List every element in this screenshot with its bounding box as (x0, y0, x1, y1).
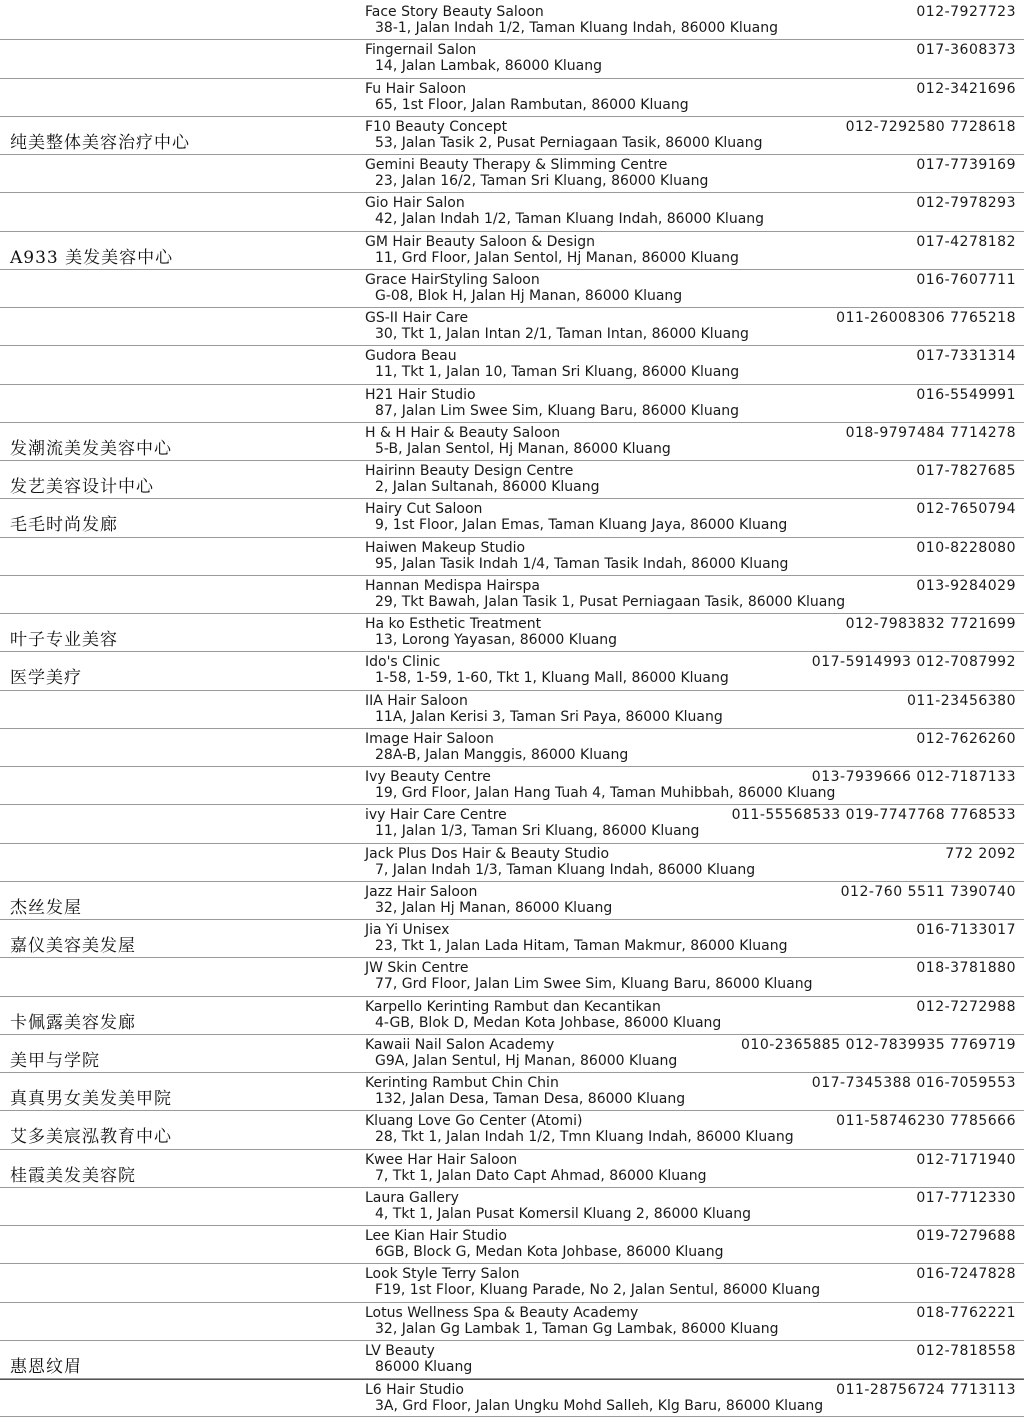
listing-row (0, 193, 1024, 231)
listing-row (0, 1073, 1024, 1111)
business-name: Kawaii Nail Salon Academy (365, 1036, 555, 1053)
phone-number: 012-7650794 (916, 501, 1016, 518)
business-address: 23, Jalan 16/2, Taman Sri Kluang, 86000 Kluang (375, 173, 709, 189)
listing-row (0, 346, 1024, 384)
phone-number: 012-7983832 7721699 (845, 616, 1016, 632)
phone-number: 012-7272988 (916, 998, 1016, 1015)
business-name: H & H Hair & Beauty Saloon (365, 424, 561, 441)
phone-number: 016-5549991 (916, 386, 1016, 403)
business-name: Ha ko Esthetic Treatment (365, 616, 542, 632)
chinese-name: 嘉仪美容美发屋 (10, 936, 136, 956)
business-name: Haiwen Makeup Studio (365, 539, 526, 556)
phone-number: 017-7712330 (916, 1189, 1016, 1206)
business-name: Look Style Terry Salon (365, 1266, 520, 1283)
business-address: 132, Jalan Desa, Taman Desa, 86000 Kluang (375, 1091, 686, 1107)
business-address: G9A, Jalan Sentul, Hj Manan, 86000 Kluang (375, 1052, 678, 1069)
chinese-name: 美甲与学院 (10, 1050, 100, 1071)
business-address: 14, Jalan Lambak, 86000 Kluang (375, 58, 602, 75)
business-address: 28, Tkt 1, Jalan Indah 1/2, Tmn Kluang Indah, 86000 Kluang (375, 1129, 794, 1146)
listing-row (0, 538, 1024, 576)
business-name: Ivy Beauty Centre (365, 769, 491, 785)
business-name: Fu Hair Saloon (365, 80, 467, 97)
phone-number: 018-9797484 7714278 (845, 424, 1016, 441)
business-address: 19, Grd Floor, Jalan Hang Tuah 4, Taman Muhibbah, 86000 Kluang (375, 785, 836, 801)
listing-row (0, 1264, 1024, 1302)
business-address: 7, Tkt 1, Jalan Dato Capt Ahmad, 86000 Kluang (375, 1167, 707, 1184)
phone-number: 772 2092 (945, 845, 1016, 862)
business-name: Hairy Cut Saloon (365, 501, 483, 518)
phone-number: 011-26008306 7765218 (836, 310, 1016, 326)
listing-row (0, 1150, 1024, 1188)
business-address: 87, Jalan Lim Swee Sim, Kluang Baru, 86000 Kluang (375, 402, 740, 419)
listing-row (0, 958, 1024, 996)
business-name: Kerinting Rambut Chin Chin (365, 1075, 559, 1091)
listing-row (0, 691, 1024, 729)
phone-number: 013-9284029 (916, 577, 1016, 594)
phone-number: 017-7739169 (916, 157, 1016, 173)
business-name: Ido's Clinic (365, 654, 441, 671)
business-address: F19, 1st Floor, Kluang Parade, No 2, Jalan Sentul, 86000 Kluang (375, 1282, 821, 1299)
chinese-name: 桂霞美发美容院 (10, 1165, 136, 1186)
business-address: 6GB, Block G, Medan Kota Johbase, 86000 Kluang (375, 1244, 724, 1260)
business-address: 42, Jalan Indah 1/2, Taman Kluang Indah, 86000 Kluang (375, 211, 765, 228)
business-name: LV Beauty (365, 1342, 435, 1359)
business-name: Laura Gallery (365, 1189, 459, 1206)
phone-number: 012-7978293 (916, 195, 1016, 212)
phone-number: 011-28756724 7713113 (836, 1382, 1016, 1398)
business-name: Jack Plus Dos Hair & Beauty Studio (365, 845, 610, 862)
business-address: 9, 1st Floor, Jalan Emas, Taman Kluang Jaya, 86000 Kluang (375, 517, 788, 534)
business-address: G-08, Blok H, Jalan Hj Manan, 86000 Kluang (375, 287, 683, 304)
listing-row (0, 270, 1024, 308)
business-name: Kluang Love Go Center (Atomi) (365, 1113, 583, 1130)
business-address: 13, Lorong Yayasan, 86000 Kluang (375, 632, 618, 648)
chinese-name: 惠恩纹眉 (10, 1356, 82, 1377)
phone-number: 011-23456380 (906, 692, 1016, 709)
chinese-name: 真真男女美发美甲院 (10, 1089, 172, 1109)
listing-row (0, 1226, 1024, 1264)
phone-number: 012-3421696 (916, 80, 1016, 97)
business-address: 30, Tkt 1, Jalan Intan 2/1, Taman Intan, 86000 Kluang (375, 326, 749, 342)
listing-row (0, 1111, 1024, 1149)
listing-row (0, 576, 1024, 614)
chinese-name: 卡佩露美容发廊 (10, 1012, 136, 1033)
business-address: 77, Grd Floor, Jalan Lim Swee Sim, Kluang Baru, 86000 Kluang (375, 976, 813, 993)
chinese-name: 发潮流美发美容中心 (10, 438, 172, 459)
listing-row (0, 40, 1024, 78)
business-address: 11, Tkt 1, Jalan 10, Taman Sri Kluang, 86000 Kluang (375, 364, 740, 381)
business-address: 65, 1st Floor, Jalan Rambutan, 86000 Kluang (375, 96, 689, 113)
listing-row (0, 155, 1024, 193)
listing-row (0, 1035, 1024, 1073)
business-address: 11, Grd Floor, Jalan Sentol, Hj Manan, 86000 Kluang (375, 249, 739, 266)
chinese-name: 医学美疗 (10, 668, 82, 689)
business-name: Gudora Beau (365, 348, 457, 365)
listing-row (0, 614, 1024, 652)
business-name: Fingernail Salon (365, 42, 477, 59)
listing-row (0, 308, 1024, 346)
listing-row (0, 805, 1024, 843)
listing-row (0, 844, 1024, 882)
phone-number: 011-55568533 019-7747768 7768533 (731, 807, 1016, 824)
phone-number: 010-8228080 (916, 539, 1016, 556)
business-name: Lee Kian Hair Studio (365, 1228, 507, 1244)
listing-row (0, 79, 1024, 117)
chinese-name: 艾多美宸泓教育中心 (10, 1127, 172, 1148)
business-name: Lotus Wellness Spa & Beauty Academy (365, 1304, 639, 1321)
phone-number: 016-7247828 (916, 1266, 1016, 1283)
business-address: 4-GB, Blok D, Medan Kota Johbase, 86000 Kluang (375, 1014, 722, 1031)
listing-row (0, 1188, 1024, 1226)
business-name: Gemini Beauty Therapy & Slimming Centre (365, 157, 668, 173)
chinese-name: 发艺美容设计中心 (10, 477, 154, 497)
listing-row (0, 652, 1024, 690)
business-name: L6 Hair Studio (365, 1382, 464, 1398)
listing-row (0, 232, 1024, 270)
business-name: Hairinn Beauty Design Centre (365, 463, 574, 479)
business-address: 4, Tkt 1, Jalan Pusat Komersil Kluang 2, 86000 Kluang (375, 1205, 751, 1222)
phone-number: 016-7607711 (916, 271, 1016, 288)
listing-row (0, 882, 1024, 920)
listing-row (0, 1341, 1024, 1379)
listing-row (0, 729, 1024, 767)
phone-number: 018-7762221 (916, 1304, 1016, 1321)
business-address: 38-1, Jalan Indah 1/2, Taman Kluang Indah, 86000 Kluang (375, 20, 778, 36)
business-address: 7, Jalan Indah 1/3, Taman Kluang Indah, 86000 Kluang (375, 861, 756, 878)
business-address: 32, Jalan Hj Manan, 86000 Kluang (375, 899, 613, 916)
business-name: ivy Hair Care Centre (365, 807, 507, 824)
listing-row (0, 767, 1024, 805)
phone-number: 012-7171940 (916, 1151, 1016, 1168)
business-address: 11, Jalan 1/3, Taman Sri Kluang, 86000 Kluang (375, 823, 700, 840)
business-name: Gio Hair Salon (365, 195, 465, 212)
phone-number: 017-7827685 (916, 463, 1016, 479)
business-address: 1-58, 1-59, 1-60, Tkt 1, Kluang Mall, 86000 Kluang (375, 670, 729, 687)
business-name: IIA Hair Saloon (365, 692, 468, 709)
listing-row (0, 997, 1024, 1035)
phone-number: 016-7133017 (916, 922, 1016, 938)
phone-number: 017-5914993 012-7087992 (811, 654, 1016, 671)
business-address: 28A-B, Jalan Manggis, 86000 Kluang (375, 746, 629, 763)
phone-number: 013-7939666 012-7187133 (811, 769, 1016, 785)
business-address: 2, Jalan Sultanah, 86000 Kluang (375, 479, 600, 495)
business-name: Jia Yi Unisex (365, 922, 450, 938)
phone-number: 012-7927723 (916, 4, 1016, 20)
business-address: 11A, Jalan Kerisi 3, Taman Sri Paya, 86000 Kluang (375, 708, 723, 725)
business-name: Kwee Har Hair Saloon (365, 1151, 518, 1168)
chinese-name: 杰丝发屋 (10, 897, 82, 918)
business-address: 29, Tkt Bawah, Jalan Tasik 1, Pusat Perniagaan Tasik, 86000 Kluang (375, 593, 846, 610)
business-name: GS-II Hair Care (365, 310, 469, 326)
listing-row (0, 423, 1024, 461)
business-name: Jazz Hair Saloon (365, 883, 478, 900)
business-name: JW Skin Centre (365, 960, 469, 977)
business-address: 3A, Grd Floor, Jalan Ungku Mohd Salleh, Klg Baru, 86000 Kluang (375, 1398, 824, 1414)
chinese-name: A933 美发美容中心 (10, 247, 174, 268)
listing-row (0, 461, 1024, 499)
listing-row (0, 1379, 1024, 1417)
phone-number: 017-7331314 (916, 348, 1016, 365)
listing-row (0, 920, 1024, 958)
phone-number: 018-3781880 (916, 960, 1016, 977)
phone-number: 012-7818558 (916, 1342, 1016, 1359)
business-address: 95, Jalan Tasik Indah 1/4, Taman Tasik Indah, 86000 Kluang (375, 555, 789, 572)
chinese-name: 毛毛时尚发廊 (10, 515, 118, 536)
listing-row (0, 385, 1024, 423)
business-address: 53, Jalan Tasik 2, Pusat Perniagaan Tasik, 86000 Kluang (375, 134, 763, 151)
phone-number: 017-3608373 (916, 42, 1016, 59)
listing-row (0, 2, 1024, 40)
business-name: H21 Hair Studio (365, 386, 476, 403)
phone-number: 017-4278182 (916, 233, 1016, 250)
business-name: Image Hair Saloon (365, 730, 494, 747)
phone-number: 017-7345388 016-7059553 (811, 1075, 1016, 1091)
phone-number: 012-7292580 7728618 (845, 118, 1016, 135)
business-name: F10 Beauty Concept (365, 118, 508, 135)
business-address: 32, Jalan Gg Lambak 1, Taman Gg Lambak, 86000 Kluang (375, 1320, 779, 1337)
chinese-name: 纯美整体美容治疗中心 (10, 132, 190, 153)
listing-row (0, 117, 1024, 155)
business-name: Karpello Kerinting Rambut dan Kecantikan (365, 998, 661, 1015)
business-address: 5-B, Jalan Sentol, Hj Manan, 86000 Kluang (375, 440, 671, 457)
listing-row (0, 1303, 1024, 1341)
chinese-name: 叶子专业美容 (10, 630, 118, 650)
business-name: Hannan Medispa Hairspa (365, 577, 540, 594)
phone-number: 012-7626260 (916, 730, 1016, 747)
business-name: Face Story Beauty Saloon (365, 4, 544, 20)
phone-number: 012-760 5511 7390740 (840, 883, 1016, 900)
business-address: 23, Tkt 1, Jalan Lada Hitam, Taman Makmur, 86000 Kluang (375, 938, 788, 954)
phone-number: 010-2365885 012-7839935 7769719 (741, 1036, 1016, 1053)
listing-row (0, 499, 1024, 537)
business-name: GM Hair Beauty Saloon & Design (365, 233, 595, 250)
phone-number: 011-58746230 7785666 (836, 1113, 1016, 1130)
business-address: 86000 Kluang (375, 1358, 473, 1375)
business-name: Grace HairStyling Saloon (365, 271, 540, 288)
phone-number: 019-7279688 (916, 1228, 1016, 1244)
